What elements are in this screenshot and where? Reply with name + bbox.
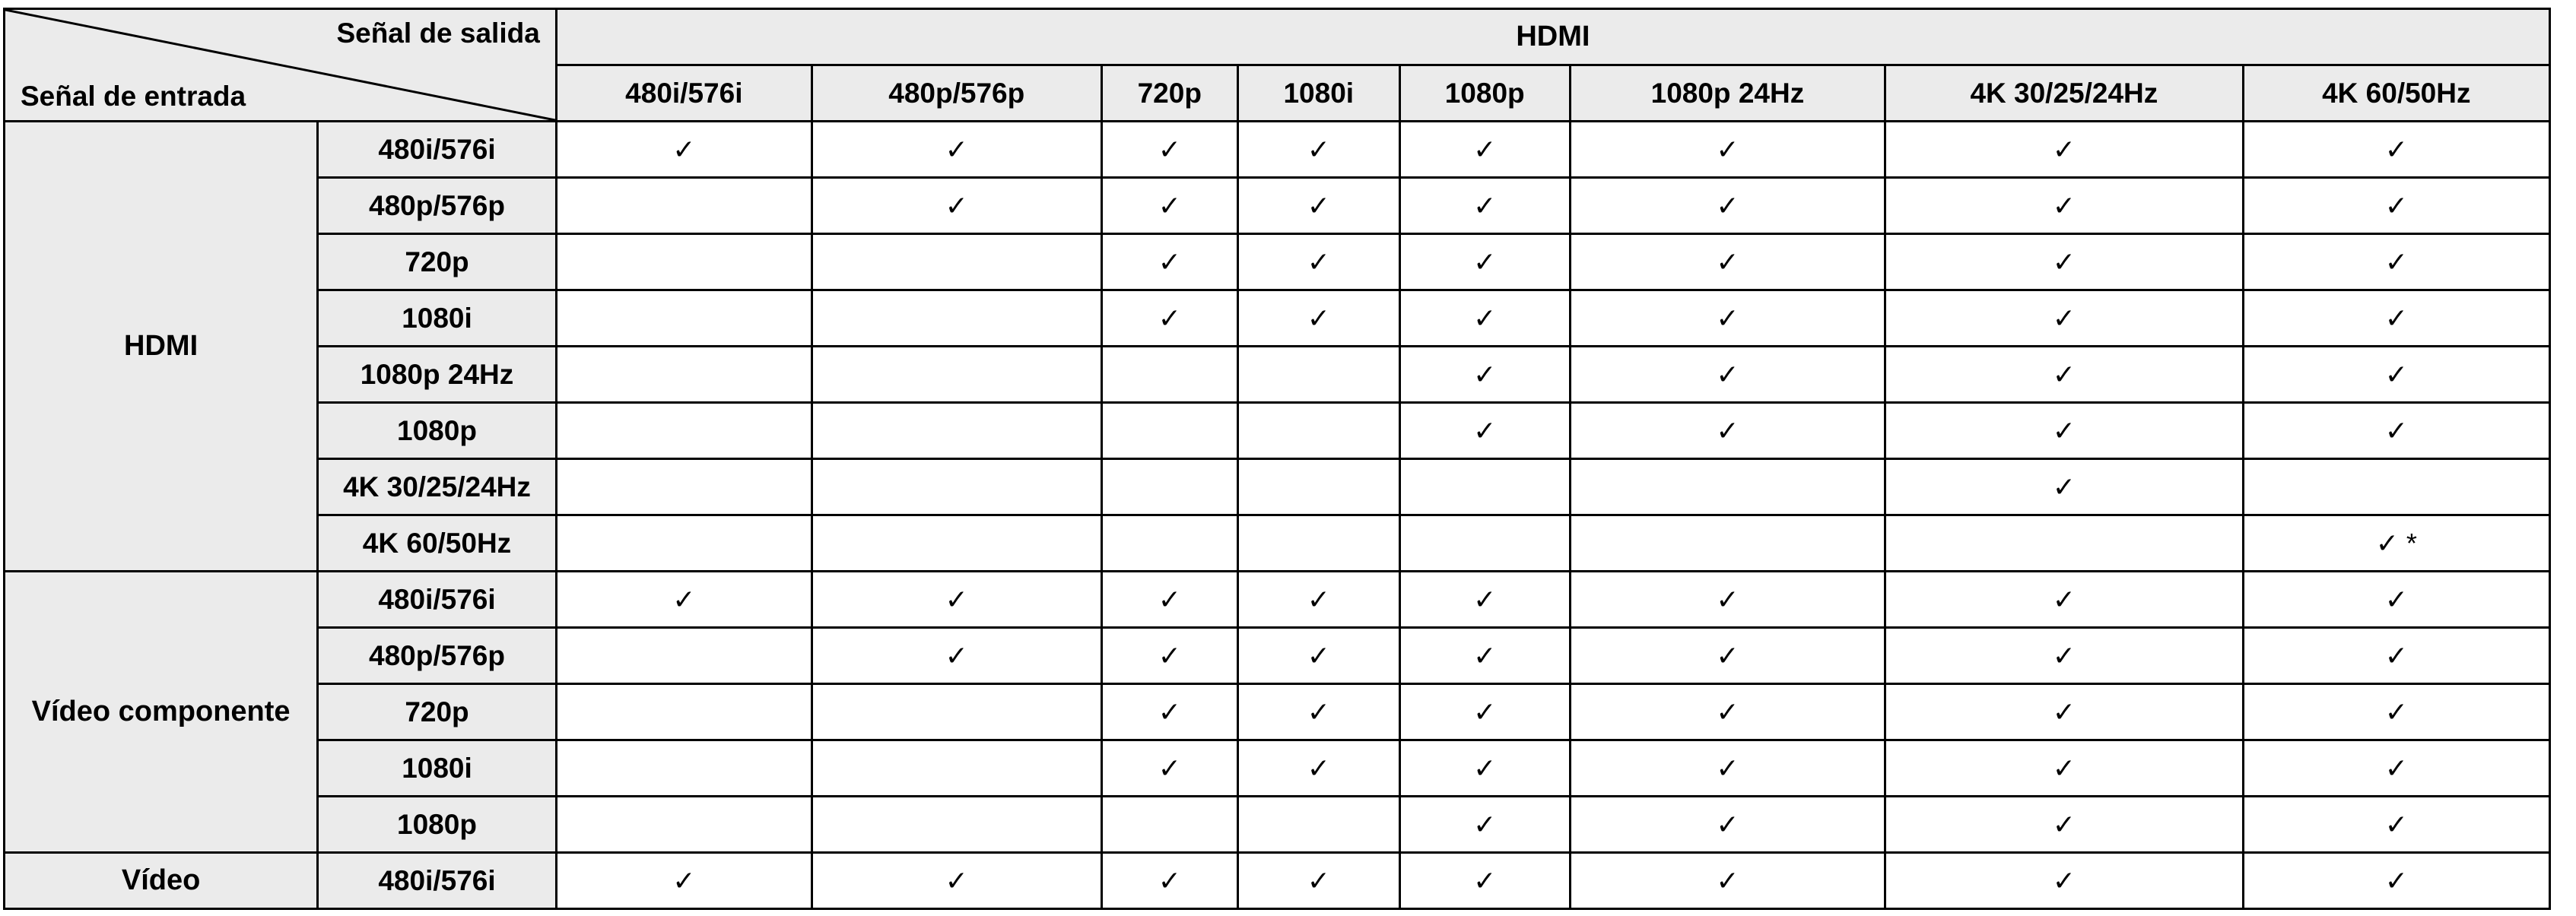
table-row bbox=[5, 628, 2550, 684]
cell: ✓ bbox=[1399, 572, 1570, 628]
cell: ✓ bbox=[1101, 234, 1237, 290]
cell: ✓ bbox=[1237, 684, 1399, 740]
cell: ✓ bbox=[1399, 740, 1570, 797]
cell: ✓ bbox=[1101, 628, 1237, 684]
input-signal-label: Señal de entrada bbox=[21, 81, 246, 112]
cell: ✓ bbox=[1101, 684, 1237, 740]
cell bbox=[1101, 797, 1237, 853]
cell: ✓ bbox=[1570, 234, 1885, 290]
cell bbox=[1237, 459, 1399, 515]
cell: ✓ bbox=[2243, 684, 2549, 740]
cell: ✓ bbox=[812, 572, 1101, 628]
cell: ✓ bbox=[1399, 403, 1570, 459]
cell: ✓ bbox=[1237, 572, 1399, 628]
cell bbox=[812, 515, 1101, 572]
cell: ✓ bbox=[1101, 853, 1237, 909]
row-header: 1080p bbox=[318, 403, 557, 459]
cell: ✓ bbox=[1570, 178, 1885, 234]
cell: ✓ bbox=[1399, 797, 1570, 853]
cell bbox=[812, 403, 1101, 459]
row-header: 480i/576i bbox=[318, 853, 557, 909]
cell: ✓ bbox=[1570, 122, 1885, 178]
cell bbox=[1570, 515, 1885, 572]
cell: ✓ bbox=[1399, 853, 1570, 909]
cell bbox=[812, 684, 1101, 740]
cell: ✓ bbox=[1101, 122, 1237, 178]
cell bbox=[556, 290, 812, 347]
cell: ✓ bbox=[1885, 178, 2243, 234]
cell bbox=[556, 740, 812, 797]
group-header-video: Vídeo bbox=[5, 853, 318, 909]
row-header: 1080p 24Hz bbox=[318, 347, 557, 403]
row-header: 4K 60/50Hz bbox=[318, 515, 557, 572]
cell bbox=[812, 234, 1101, 290]
table-body bbox=[5, 122, 2550, 909]
cell bbox=[1101, 459, 1237, 515]
cell: ✓ bbox=[1885, 797, 2243, 853]
cell: ✓ bbox=[1399, 178, 1570, 234]
column-header-1080p-24hz: 1080p 24Hz bbox=[1570, 65, 1885, 122]
cell bbox=[1570, 459, 1885, 515]
row-header: 1080p bbox=[318, 797, 557, 853]
cell: ✓ bbox=[556, 572, 812, 628]
cell: ✓ bbox=[1885, 290, 2243, 347]
cell bbox=[812, 459, 1101, 515]
cell: ✓ bbox=[812, 853, 1101, 909]
cell: ✓ bbox=[1570, 347, 1885, 403]
cell: ✓ bbox=[1101, 740, 1237, 797]
cell: ✓ bbox=[1101, 290, 1237, 347]
cell-with-footnote: ✓ * bbox=[2243, 515, 2549, 572]
table-row bbox=[5, 234, 2550, 290]
group-header-video-componente: Vídeo componente bbox=[5, 572, 318, 853]
table-row bbox=[5, 403, 2550, 459]
cell: ✓ bbox=[1885, 572, 2243, 628]
cell: ✓ bbox=[1570, 628, 1885, 684]
cell: ✓ bbox=[1885, 740, 2243, 797]
cell bbox=[1237, 403, 1399, 459]
cell: ✓ bbox=[2243, 628, 2549, 684]
cell bbox=[556, 178, 812, 234]
cell: ✓ bbox=[812, 122, 1101, 178]
cell: ✓ bbox=[2243, 797, 2549, 853]
cell: ✓ bbox=[1399, 628, 1570, 684]
cell bbox=[556, 234, 812, 290]
cell bbox=[812, 290, 1101, 347]
cell: ✓ bbox=[1399, 684, 1570, 740]
cell: ✓ bbox=[2243, 403, 2549, 459]
cell bbox=[1101, 403, 1237, 459]
cell: ✓ bbox=[1399, 234, 1570, 290]
cell: ✓ bbox=[1237, 853, 1399, 909]
row-header: 480p/576p bbox=[318, 628, 557, 684]
row-header: 720p bbox=[318, 684, 557, 740]
cell: ✓ bbox=[1570, 853, 1885, 909]
cell bbox=[556, 684, 812, 740]
cell: ✓ bbox=[1399, 122, 1570, 178]
cell: ✓ bbox=[1570, 572, 1885, 628]
cell: ✓ bbox=[1885, 347, 2243, 403]
column-header-480i-576i: 480i/576i bbox=[556, 65, 812, 122]
cell: ✓ bbox=[1885, 628, 2243, 684]
cell bbox=[556, 628, 812, 684]
table-header bbox=[5, 9, 2550, 122]
table-row bbox=[5, 797, 2550, 853]
cell bbox=[556, 797, 812, 853]
table-row bbox=[5, 740, 2550, 797]
row-header: 480p/576p bbox=[318, 178, 557, 234]
cell: ✓ bbox=[2243, 178, 2549, 234]
cell: ✓ bbox=[2243, 740, 2549, 797]
cell: ✓ bbox=[1101, 178, 1237, 234]
cell: ✓ bbox=[1237, 178, 1399, 234]
row-header: 480i/576i bbox=[318, 572, 557, 628]
cell: ✓ bbox=[1237, 234, 1399, 290]
group-header-hdmi: HDMI bbox=[5, 122, 318, 572]
table-row bbox=[5, 290, 2550, 347]
table-row bbox=[5, 572, 2550, 628]
output-group-header: HDMI bbox=[556, 9, 2549, 65]
cell bbox=[812, 797, 1101, 853]
row-header: 4K 30/25/24Hz bbox=[318, 459, 557, 515]
cell: ✓ bbox=[2243, 290, 2549, 347]
cell bbox=[1399, 459, 1570, 515]
cell bbox=[1101, 515, 1237, 572]
cell: ✓ bbox=[1885, 403, 2243, 459]
cell bbox=[1399, 515, 1570, 572]
cell bbox=[1885, 515, 2243, 572]
cell bbox=[1101, 347, 1237, 403]
table-row bbox=[5, 515, 2550, 572]
cell: ✓ bbox=[2243, 122, 2549, 178]
cell bbox=[812, 740, 1101, 797]
cell bbox=[556, 347, 812, 403]
table-row bbox=[5, 684, 2550, 740]
table-row bbox=[5, 459, 2550, 515]
cell: ✓ bbox=[1399, 347, 1570, 403]
cell: ✓ bbox=[1399, 290, 1570, 347]
cell: ✓ bbox=[1237, 122, 1399, 178]
cell: ✓ bbox=[1570, 797, 1885, 853]
table-row bbox=[5, 853, 2550, 909]
cell bbox=[556, 403, 812, 459]
row-header: 720p bbox=[318, 234, 557, 290]
cell: ✓ bbox=[1570, 740, 1885, 797]
cell: ✓ bbox=[556, 122, 812, 178]
cell bbox=[2243, 459, 2549, 515]
column-header-1080i: 1080i bbox=[1237, 65, 1399, 122]
table-row bbox=[5, 347, 2550, 403]
row-header: 1080i bbox=[318, 740, 557, 797]
cell: ✓ bbox=[1101, 572, 1237, 628]
cell: ✓ bbox=[812, 178, 1101, 234]
cell: ✓ bbox=[2243, 572, 2549, 628]
cell bbox=[812, 347, 1101, 403]
table-row bbox=[5, 122, 2550, 178]
cell: ✓ bbox=[1885, 853, 2243, 909]
cell: ✓ bbox=[1570, 290, 1885, 347]
cell bbox=[556, 459, 812, 515]
cell: ✓ bbox=[812, 628, 1101, 684]
output-signal-label: Señal de salida bbox=[336, 17, 540, 49]
cell: ✓ bbox=[2243, 347, 2549, 403]
corner-header-cell bbox=[5, 9, 557, 122]
column-header-4k-60-50hz: 4K 60/50Hz bbox=[2243, 65, 2549, 122]
cell: ✓ bbox=[1570, 403, 1885, 459]
cell: ✓ bbox=[1237, 740, 1399, 797]
cell: ✓ bbox=[1885, 684, 2243, 740]
cell bbox=[1237, 515, 1399, 572]
cell: ✓ bbox=[1237, 628, 1399, 684]
signal-compatibility-table bbox=[3, 8, 2551, 910]
row-header: 480i/576i bbox=[318, 122, 557, 178]
cell: ✓ bbox=[1885, 122, 2243, 178]
column-header-480p-576p: 480p/576p bbox=[812, 65, 1101, 122]
cell bbox=[1237, 797, 1399, 853]
header-row-group bbox=[5, 9, 2550, 65]
cell: ✓ bbox=[556, 853, 812, 909]
cell bbox=[556, 515, 812, 572]
cell bbox=[1237, 347, 1399, 403]
cell: ✓ bbox=[2243, 853, 2549, 909]
table-row bbox=[5, 178, 2550, 234]
column-header-720p: 720p bbox=[1101, 65, 1237, 122]
column-header-1080p: 1080p bbox=[1399, 65, 1570, 122]
row-header: 1080i bbox=[318, 290, 557, 347]
cell: ✓ bbox=[1237, 290, 1399, 347]
cell: ✓ bbox=[2243, 234, 2549, 290]
column-header-4k-30-25-24hz: 4K 30/25/24Hz bbox=[1885, 65, 2243, 122]
cell: ✓ bbox=[1570, 684, 1885, 740]
cell: ✓ bbox=[1885, 234, 2243, 290]
cell: ✓ bbox=[1885, 459, 2243, 515]
